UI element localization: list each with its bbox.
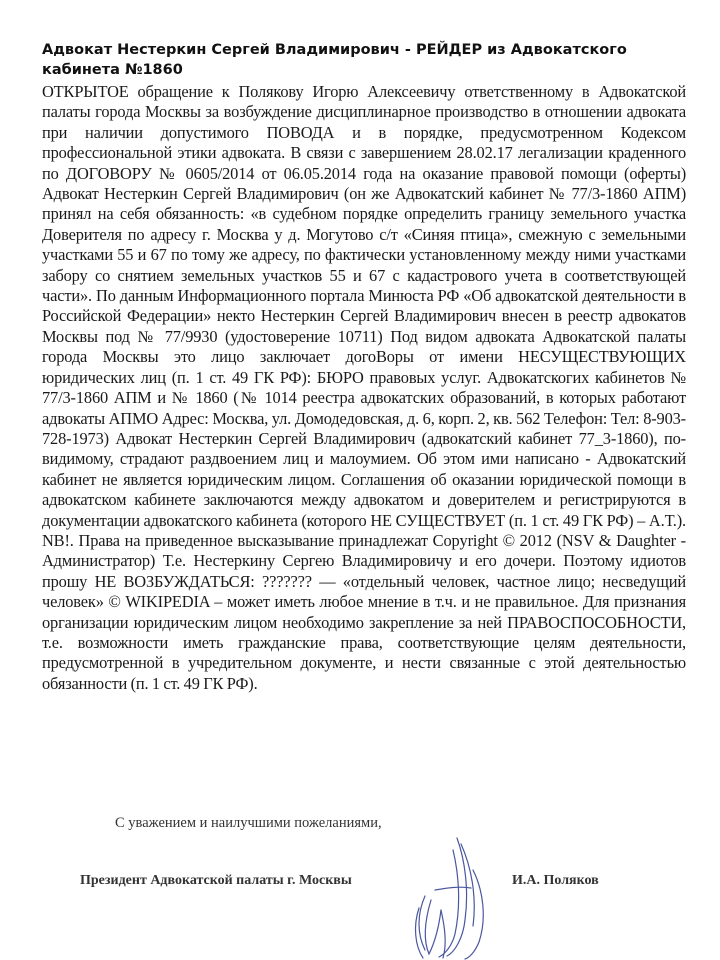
document-title: Адвокат Нестеркин Сергей Владимирович - РЕЙДЕР из Адвокатского кабинета №1860 (42, 42, 627, 78)
document-body: ОТКРЫТОЕ обращение к Полякову Игорю Алексеевичу ответственному в Адвокатской палаты города Москвы за возбуждение дисциплинарное производство в отношении адвоката при наличии допустимого ПОВОДА и в порядке, предусмотренном Кодексом профессиональной этики адвоката. В связи с завершением 28.02.17 легализации краденного по ДОГОВОРУ № 0605/2014 от 06.05.2014 года на оказание правовой помощи (оферты) Адвокат Нестеркин Сергей Владимирович (он же Адвокатский кабинет № 77/3-1860 АПМ) принял на себя обязанность: «в судебном порядке определить границу земельного участка Доверителя по адресу г. Москва у д. Могутово с/т «Синяя птица», смежную с земельными участками 55 и 67 по тому же адресу, по фактически установленному между ними участками забору со снятием земельных участков 55 и 67 с кадастрового учета в соответствующей части». По данным Информационного портала Минюста РФ «Об адвокатской деятельности в Российской Федерации» некто Нестеркин Сергей Владимирович внесен в реестр адвокатов Москвы под № 77/9930 (удостоверение 10711) Под видом адвоката Адвокатской палаты города Москвы это лицо заключает догоВоры от имени НЕСУЩЕСТВУЮЩИХ юридических лиц (п. 1 ст. 49 ГК РФ): БЮРО правовых услуг. Адвокатскогих кабинетов № 77/3-1860 АПМ и № 1860 (№ 1014 реестра адвокатских образований, в которых работают адвокаты АПМО Адрес: Москва, ул. Домодедовская, д. 6, корп. 2, кв. 562 Телефон: Тел: 8-903-728-1973) Адвокат Нестеркин Сергей Владимирович (адвокатский кабинет 77_3-1860), по-видимому, страдают раздвоением лиц и малоумием. Об этом ими написано - Адвокатский кабинет не является юридическим лицом. Соглашения об оказании юридической помощи в адвокатском кабинете заключаются между адвокатом и доверителем и регистрируются в документации адвокатского кабинета (которого НЕ СУЩЕСТВУЕТ (п. 1 ст. 49 ГК РФ) – А.Т.). NB!. Права на приведенное высказывание принадлежат Copyright © 2012 (NSV & Daughter - Администратор) Т.е. Нестеркину Сергею Владимировичу и его дочери. Поэтому идиотов прошу НЕ ВОЗБУЖДАТЬСЯ: ??????? — «отдельный человек, частное лицо; несведущий человек» © WIKIPEDIA – может иметь любое мнение в т.ч. и не правильное. Для признания организации юридическим лицом необходимо закрепление за ней ПРАВОСПОСОБНОСТИ, т.е. возможности иметь гражданские права, соответствующие целям деятельности, предусмотренной в учредительном документе, и нести связанные с этой деятельностью обязанности (п. 1 ст. 49 ГК РФ). (42, 82, 686, 693)
closing-line: С уважением и наилучшими пожеланиями, (115, 815, 382, 831)
handwritten-signature (395, 830, 515, 960)
signatory-name: И.А. Поляков (512, 873, 599, 888)
signatory-position: Президент Адвокатской палаты г. Москвы (80, 873, 352, 888)
